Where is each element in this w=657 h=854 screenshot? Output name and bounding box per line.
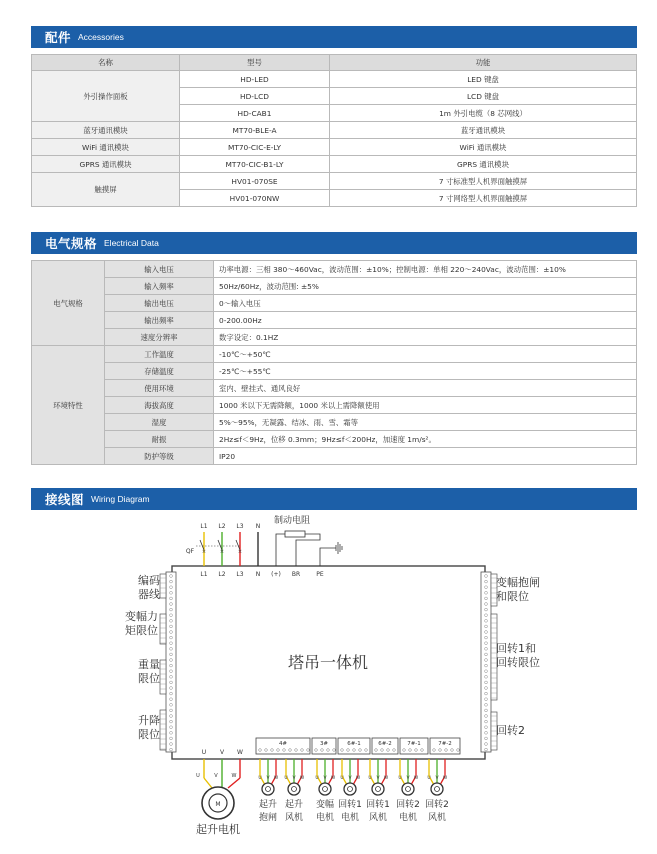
power-input [186,523,260,566]
terminal-pin [451,749,454,752]
function-cell: WiFi 通讯模块 [330,139,637,156]
pin [170,647,173,650]
pin [170,580,173,583]
uvw-end-label: U [196,773,200,779]
slewing2-label: 回转2 [496,724,525,737]
terminal-label: PE [316,571,324,578]
wire-tag: W [413,776,419,781]
motor-label: 电机 [398,813,418,823]
param-value: 0-200.00Hz [214,312,637,329]
function-cell: LCD 键盘 [330,88,637,105]
terminal-pin [415,749,418,752]
motor-label: 电机 [315,813,335,823]
pe-wire [320,548,336,566]
breaker-mark: × [201,549,207,555]
pin [485,619,488,622]
group-name: 环境特性 [32,346,105,465]
motor-label: 起升 [258,800,278,810]
terminal-pin [283,749,286,752]
wire-tag: V [266,776,270,781]
wire-tag: U [258,776,262,781]
param-name: 防护等级 [105,448,214,465]
weight-limit-label: 重量限位 [138,658,160,685]
terminal-pin [321,749,324,752]
pin [170,591,173,594]
param-value: 室内、壁挂式、通风良好 [214,380,637,397]
motor-icon-inner [376,787,381,792]
motor-icon-inner [323,787,328,792]
column-header: 名称 [32,55,180,71]
terminal-pin [347,749,350,752]
pin [485,642,488,645]
terminal-label: BR [291,571,301,578]
motor-label: 回转2 [396,800,420,810]
pin [170,575,173,578]
terminal-pin [259,749,262,752]
pin [170,726,173,729]
pin [170,681,173,684]
section-title-en: Electrical Data [104,238,159,248]
wire-tag: U [284,776,288,781]
slewing1-limit-label: 回转1和回转限位 [496,642,540,669]
motor-lead [228,778,240,788]
pin [485,698,488,701]
breaker-mark: × [237,549,243,555]
terminal-label: L3 [236,571,244,578]
pin [485,659,488,662]
group-name: GPRS 通讯模块 [32,156,180,173]
param-name: 速度分辨率 [105,329,214,346]
terminal-pin [365,749,368,752]
terminal-pin [341,749,344,752]
terminal-pin [359,749,362,752]
pin [170,675,173,678]
pin [170,586,173,589]
motor-label: 回转2 [425,800,449,810]
terminal-block-label: 7#-2 [438,741,452,747]
group-name: 蓝牙通讯模块 [32,122,180,139]
param-value: -10℃～+50℃ [214,346,637,363]
motor-icon-inner [435,787,440,792]
wire-tag: W [273,776,279,781]
terminal-pin [433,749,436,752]
terminal-pin [295,749,298,752]
group-name: WiFi 通讯模块 [32,139,180,156]
pin [485,737,488,740]
motor-icon-inner [348,787,353,792]
pin [170,659,173,662]
param-name: 工作温度 [105,346,214,363]
model-cell: HV01-070NW [180,190,330,207]
pin [170,642,173,645]
controller-label: 塔吊一体机 [287,653,369,672]
wire-tag: W [442,776,448,781]
resistor-wire-left [276,534,285,566]
wire-tag: W [355,776,361,781]
luffing-torque-limit-label: 变幅力矩限位 [125,610,158,637]
hoist-limit-label: 升降限位 [138,714,160,741]
pin [485,580,488,583]
power-line-label: N [255,523,261,530]
motor-label: 起升 [284,800,304,810]
pin [170,608,173,611]
pin [485,586,488,589]
model-cell: MT70-BLE-A [180,122,330,139]
terminal-pin [353,749,356,752]
pin [485,636,488,639]
wire-tag: V [376,776,380,781]
terminal-pin [421,749,424,752]
terminal-block-label: 4# [278,741,288,747]
pin [485,608,488,611]
motor-lead [204,778,212,788]
function-cell: LED 键盘 [330,71,637,88]
wire-tag: V [435,776,439,781]
hoist-motor-label: 起升电机 [196,823,240,836]
param-name: 存储温度 [105,363,214,380]
section-title-cn: 配件 [45,30,72,45]
param-value: 0～输入电压 [214,295,637,312]
wire-tag: W [330,776,336,781]
wire-tag: U [427,776,431,781]
terminal-pin [333,749,336,752]
terminal-pin [265,749,268,752]
function-cell: 7 寸标准型人机界面触摸屏 [330,173,637,190]
terminal-pin [307,749,310,752]
pin [485,726,488,729]
column-header: 型号 [180,55,330,71]
pin [485,687,488,690]
pin [485,664,488,667]
pin [485,748,488,751]
wire-tag: W [299,776,305,781]
wire-tag: U [368,776,372,781]
model-cell: HD-LED [180,71,330,88]
terminal-pin [403,749,406,752]
param-value: 50Hz/60Hz，波动范围: ±5% [214,278,637,295]
breaker-mark: × [219,549,225,555]
param-value: 2Hz≤f＜9Hz，位移 0.3mm；9Hz≤f＜200Hz，加速度 1m/s²。 [214,431,637,448]
motor-icon-inner [406,787,411,792]
breaker-label: QF [185,548,195,555]
pin [170,748,173,751]
pin [485,575,488,578]
uvw-label: U [201,749,207,756]
uvw-end-label: W [231,773,237,779]
motor-label: 风机 [368,813,388,823]
model-cell: MT70-CIC-E-LY [180,139,330,156]
section-title-cn: 接线图 [45,492,85,507]
pin [485,631,488,634]
pin [170,720,173,723]
motor-label: 电机 [340,813,360,823]
pin [485,653,488,656]
terminal-pin [439,749,442,752]
pin [485,591,488,594]
pin [485,720,488,723]
model-cell: MT70-CIC-B1-LY [180,156,330,173]
terminal-pin [289,749,292,752]
section-title-en: Wiring Diagram [91,494,150,504]
param-value: 功率电源：三相 380～460Vac，波动范围：±10%；控制电源：单相 220～240Vac，波动范围：±10% [214,261,637,278]
terminal-block-label: 6#-2 [378,741,392,747]
terminal-pin [457,749,460,752]
encoder-line-label: 编码器线 [138,574,160,601]
brake-resistor-symbol [285,531,305,537]
section-title-cn: 电气规格 [45,236,98,251]
motor-icon-inner [292,787,297,792]
function-cell: GPRS 通讯模块 [330,156,637,173]
terminal-pin [445,749,448,752]
pin [170,698,173,701]
section-title-en: Accessories [78,32,124,42]
auxiliary-motors [258,759,449,823]
terminal-label: N [255,571,261,578]
uvw-end-label: V [214,773,218,779]
terminal-pin [315,749,318,752]
pin [485,743,488,746]
terminal-block-label: 6#-1 [347,741,361,747]
motor-label: 风机 [284,813,304,823]
group-name: 触摸屏 [32,173,180,207]
pin [485,670,488,673]
left-connectors [160,574,166,750]
pin [170,664,173,667]
terminal-pin [271,749,274,752]
column-header: 功能 [330,55,637,71]
uvw-label: W [237,749,243,756]
wire-tag: W [383,776,389,781]
pin [485,715,488,718]
pin [170,625,173,628]
model-cell: HD-LCD [180,88,330,105]
motor-icon-inner [266,787,271,792]
function-cell: 蓝牙通讯模块 [330,122,637,139]
param-name: 海拔高度 [105,397,214,414]
pin [170,597,173,600]
pin [485,703,488,706]
param-name: 耐振 [105,431,214,448]
terminal-pin [387,749,390,752]
terminal-pin [301,749,304,752]
pin [485,625,488,628]
function-cell: 7 寸网络型人机界面触摸屏 [330,190,637,207]
motor-label: 变幅 [315,800,335,810]
motor-label: 风机 [427,813,447,823]
connector-plug [160,574,166,598]
terminal-pin [375,749,378,752]
pin [170,670,173,673]
terminal-pin [381,749,384,752]
wire-tag: V [406,776,410,781]
pin [485,692,488,695]
pin [485,709,488,712]
pin [170,653,173,656]
param-value: -25℃～+55℃ [214,363,637,380]
motor-label: 回转1 [338,800,362,810]
param-value: 5%～95%，无凝露、结冰、雨、雪、霜等 [214,414,637,431]
pin [170,687,173,690]
terminal-block-label: 3# [319,741,329,747]
uvw-label: V [219,749,225,756]
wire-tag: U [340,776,344,781]
pin [485,681,488,684]
param-name: 输出频率 [105,312,214,329]
function-cell: 1m 外引电缆（8 芯网线） [330,105,637,122]
pin [485,614,488,617]
pin [485,675,488,678]
wire-tag: U [315,776,319,781]
model-cell: HV01-070SE [180,173,330,190]
ground-icon [336,542,342,554]
terminal-pin [327,749,330,752]
motor-label: 抱闸 [258,813,278,823]
pin [170,703,173,706]
power-line-label: L3 [236,523,244,530]
param-name: 湿度 [105,414,214,431]
wire-tag: U [398,776,402,781]
param-value: 1000 米以下无需降额，1000 米以上需降额使用 [214,397,637,414]
wire-tag: V [323,776,327,781]
param-value: IP20 [214,448,637,465]
pin [170,715,173,718]
pin [170,692,173,695]
brake-resistor-label: 制动电阻 [274,516,311,526]
pin [170,743,173,746]
pin [170,737,173,740]
pin [485,597,488,600]
terminal-pin [393,749,396,752]
group-name: 电气规格 [32,261,105,346]
pin [170,636,173,639]
param-name: 使用环境 [105,380,214,397]
pin [170,709,173,712]
pin [170,619,173,622]
pin [170,731,173,734]
terminal-label: L1 [200,571,208,578]
resistor-wire-right [296,534,320,566]
hoist-motor-symbol: M [215,801,221,808]
terminal-label: (+) [271,571,281,578]
terminal-pin [277,749,280,752]
pin [170,603,173,606]
param-name: 输入频率 [105,278,214,295]
luffing-brake-limit-label: 变幅抱闸和限位 [496,576,540,603]
pin [485,731,488,734]
terminal-pin [409,749,412,752]
connector-plug [160,614,166,644]
wire-tag: V [348,776,352,781]
motor-label: 回转1 [366,800,390,810]
param-value: 数字设定：0.1HZ [214,329,637,346]
terminal-block-label: 7#-1 [407,741,421,747]
terminal-label: L2 [218,571,226,578]
wire-tag: V [292,776,296,781]
pin [170,631,173,634]
group-name: 外引操作面板 [32,71,180,122]
power-line-label: L1 [200,523,208,530]
param-name: 输出电压 [105,295,214,312]
pin [170,614,173,617]
model-cell: HD-CAB1 [180,105,330,122]
pin [485,647,488,650]
param-name: 输入电压 [105,261,214,278]
power-line-label: L2 [218,523,226,530]
pin [485,603,488,606]
